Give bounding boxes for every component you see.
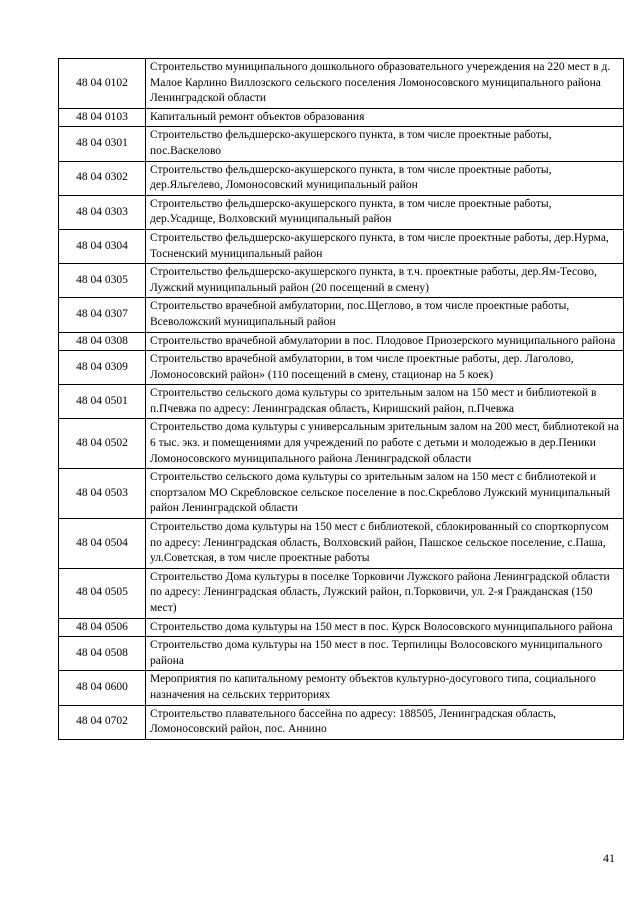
row-code: 48 04 0305 [59, 264, 146, 298]
row-description: Строительство дома культуры с универсальным зрительным залом на 200 мест, библиотекой на 6 тыс. экз. и помещениями для учреждений по работе с детьми и молодежью в дер.Пеники Ломоносовского муниципального района Ленинградской области [146, 419, 624, 469]
table-row [59, 469, 624, 519]
row-description: Строительство Дома культуры в поселке Торковичи Лужского района Ленинградской области по адресу: Ленинградская область, Лужский район, п.Торковичи, ул. 2-я Гражданская (150 мест) [146, 568, 624, 618]
row-description: Строительство врачебной амбулатории, в том числе проектные работы, дер. Лаголово, Ломоносовский район» (110 посещений в смену, стационар на 5 коек) [146, 351, 624, 385]
table-body [59, 59, 624, 740]
table-row [59, 568, 624, 618]
table-row [59, 161, 624, 195]
row-description: Строительство дома культуры на 150 мест в пос. Терпилицы Волосовского муниципального района [146, 637, 624, 671]
row-code: 48 04 0303 [59, 195, 146, 229]
table-row [59, 351, 624, 385]
table-row [59, 705, 624, 739]
table-row [59, 195, 624, 229]
table-row [59, 229, 624, 263]
row-description: Строительство сельского дома культуры со зрительным залом на 150 мест с библиотекой и спортзалом МО Скребловское сельское поселение в пос.Скреблово Лужский муниципальный район Ленинградской области [146, 469, 624, 519]
row-description: Строительство дома культуры на 150 мест в пос. Курск Волосовского муниципального района [146, 618, 624, 637]
row-description: Строительство плавательного бассейна по адресу: 188505, Ленинградская область, Ломоносовский район, пос. Аннино [146, 705, 624, 739]
document-page [58, 58, 624, 740]
table-row [59, 264, 624, 298]
table-row [59, 419, 624, 469]
table-row [59, 59, 624, 109]
row-description: Капитальный ремонт объектов образования [146, 108, 624, 127]
row-description: Строительство фельдшерско-акушерского пункта, в том числе проектные работы, дер.Нурма, Тосненский муниципальный район [146, 229, 624, 263]
row-description: Строительство муниципального дошкольного образовательного учереждения на 220 мест в д. Малое Карлино Виллозского сельского поселения Ломоносовского муниципального района Ленинградской области [146, 59, 624, 109]
table-row [59, 519, 624, 569]
page-number: 41 [603, 851, 615, 865]
row-description: Строительство врачебной абмулатории в пос. Плодовое Приозерского муниципального района [146, 332, 624, 351]
row-code: 48 04 0505 [59, 568, 146, 618]
row-description: Мероприятия по капитальному ремонту объектов культурно-досугового типа, социального назначения на сельских территориях [146, 671, 624, 705]
table-row [59, 671, 624, 705]
budget-code-table [58, 58, 624, 740]
row-description: Строительство фельдшерско-акушерского пункта, в т.ч. проектные работы, дер.Ям-Тесово, Лужский муниципальный район (20 посещений в смену) [146, 264, 624, 298]
row-code: 48 04 0308 [59, 332, 146, 351]
row-code: 48 04 0702 [59, 705, 146, 739]
table-row [59, 298, 624, 332]
row-code: 48 04 0502 [59, 419, 146, 469]
row-code: 48 04 0103 [59, 108, 146, 127]
table-row [59, 108, 624, 127]
row-code: 48 04 0504 [59, 519, 146, 569]
table-row [59, 637, 624, 671]
row-code: 48 04 0503 [59, 469, 146, 519]
row-code: 48 04 0309 [59, 351, 146, 385]
row-code: 48 04 0506 [59, 618, 146, 637]
row-code: 48 04 0302 [59, 161, 146, 195]
table-row [59, 332, 624, 351]
row-description: Строительство фельдшерско-акушерского пункта, в том числе проектные работы, дер.Яльгелево, Ломоносовский муниципальный район [146, 161, 624, 195]
row-code: 48 04 0304 [59, 229, 146, 263]
table-row [59, 618, 624, 637]
row-code: 48 04 0501 [59, 385, 146, 419]
row-description: Строительство сельского дома культуры со зрительным залом на 150 мест и библиотекой в п.Пчевжа по адресу: Ленинградская область, Киришский район, п.Пчевжа [146, 385, 624, 419]
row-description: Строительство фельдшерско-акушерского пункта, в том числе проектные работы, пос.Васкелово [146, 127, 624, 161]
row-code: 48 04 0600 [59, 671, 146, 705]
row-description: Строительство дома культуры на 150 мест с библиотекой, сблокированный со спорткорпусом по адресу: Ленинградская область, Волховский район, Пашское сельское поселение, с.Паша, ул.Советская, в том числе проектные работы [146, 519, 624, 569]
row-code: 48 04 0102 [59, 59, 146, 109]
row-code: 48 04 0508 [59, 637, 146, 671]
table-row [59, 127, 624, 161]
row-code: 48 04 0307 [59, 298, 146, 332]
table-row [59, 385, 624, 419]
row-code: 48 04 0301 [59, 127, 146, 161]
row-description: Строительство фельдшерско-акушерского пункта, в том числе проектные работы, дер.Усадище, Волховский муниципальный район [146, 195, 624, 229]
row-description: Строительство врачебной амбулатории, пос.Щеглово, в том числе проектные работы, Всеволожский муниципальный район [146, 298, 624, 332]
